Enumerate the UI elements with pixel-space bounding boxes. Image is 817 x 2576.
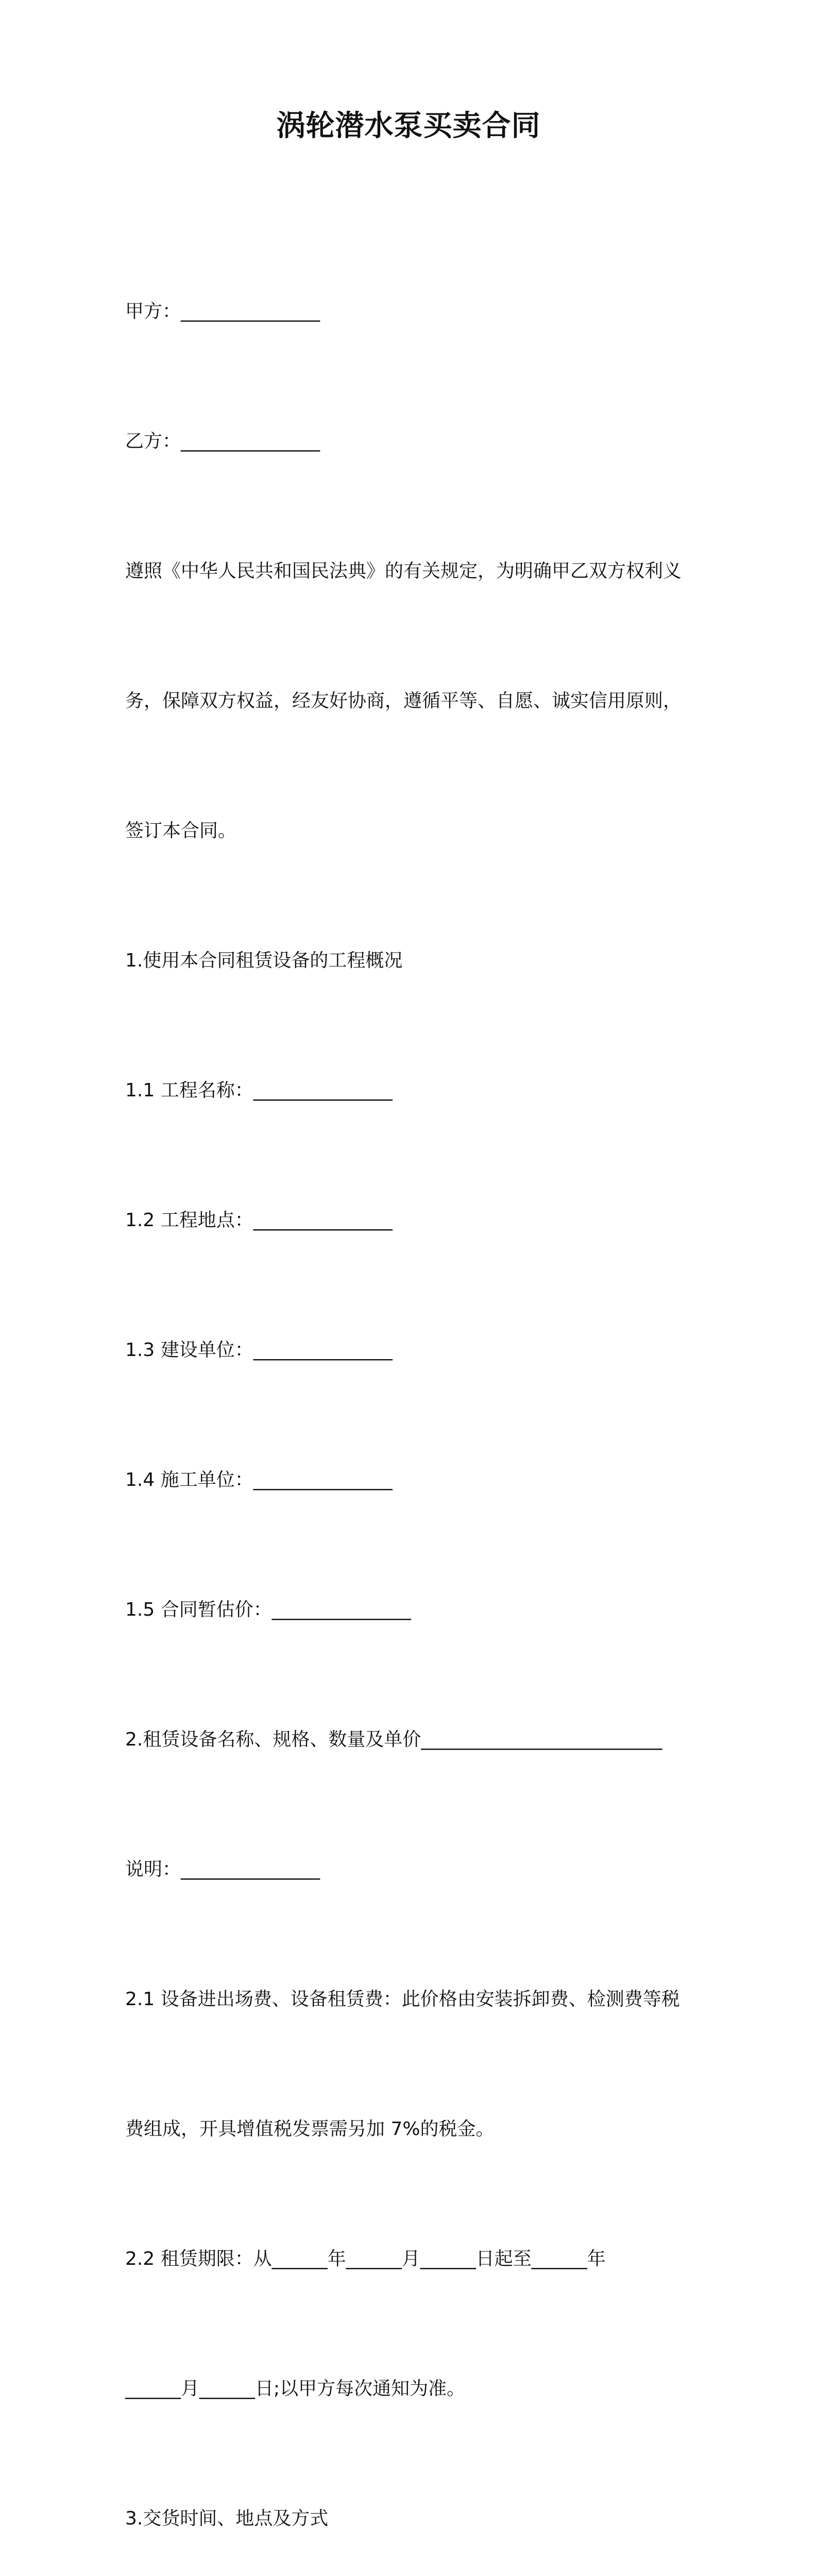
clause-2-1-line-2: 费组成，开具增值税发票需另加 7%的税金。 xyxy=(125,2119,495,2140)
document-body xyxy=(125,204,702,2576)
preamble-line-1: 遵照《中华人民共和国民法典》的有关规定，为明确甲乙双方权利义 xyxy=(125,561,682,582)
clause-2-2-line-1: 2.2 租赁期限：从______年______月______日起至______年 xyxy=(125,2248,606,2269)
project-location-line: 1.2 工程地点：_______________ xyxy=(125,1210,393,1231)
estimated-price-line: 1.5 合同暂估价：_______________ xyxy=(125,1599,411,1620)
section-3-heading: 3.交货时间、地点及方式 xyxy=(125,2508,329,2529)
party-b-line: 乙方：_______________ xyxy=(125,431,320,452)
clause-2-1-line-1: 2.1 设备进出场费、设备租赁费：此价格由安装拆卸费、检测费等税 xyxy=(125,1989,680,2010)
party-a-line: 甲方：_______________ xyxy=(125,301,320,322)
project-name-line: 1.1 工程名称：_______________ xyxy=(125,1080,393,1101)
construction-unit-line: 1.3 建设单位：_______________ xyxy=(125,1340,393,1361)
clause-2-2-line-2: ______月______日;以甲方每次通知为准。 xyxy=(125,2378,466,2399)
section-1-heading: 1.使用本合同租赁设备的工程概况 xyxy=(125,950,403,971)
preamble-line-2: 务，保障双方权益，经友好协商，遵循平等、自愿、诚实信用原则， xyxy=(125,690,682,711)
section-2-heading: 2.租赁设备名称、规格、数量及单价__________________________ xyxy=(125,1729,662,1750)
description-line: 说明：_______________ xyxy=(125,1859,320,1880)
contractor-unit-line: 1.4 施工单位：_______________ xyxy=(125,1469,393,1490)
preamble-line-3: 签订本合同。 xyxy=(125,820,237,841)
document-title: 涡轮潜水泵买卖合同 xyxy=(276,109,541,143)
